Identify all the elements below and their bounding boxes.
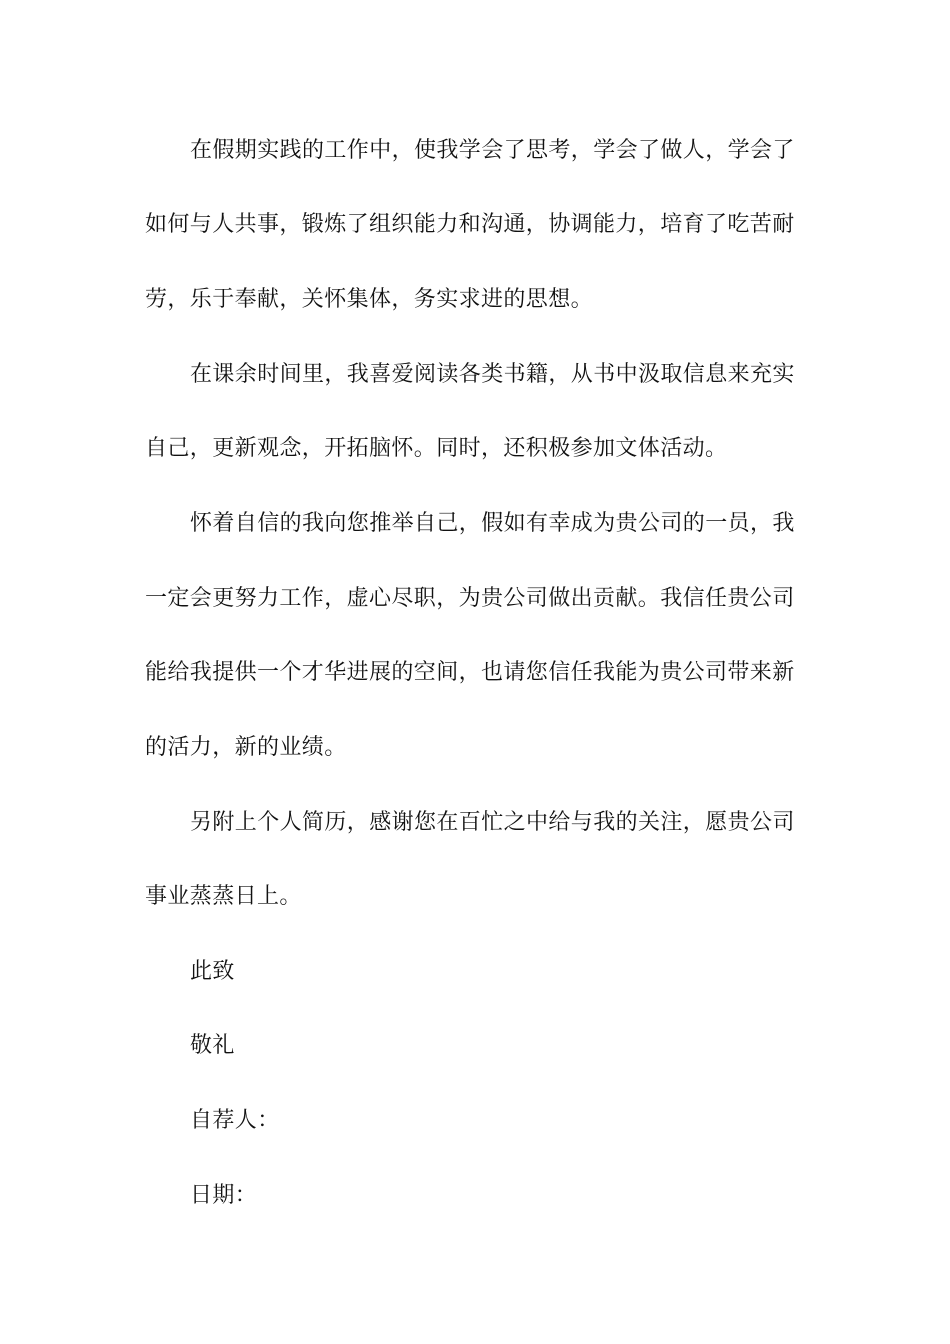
paragraph-1-line-2: 如何与人共事，锻炼了组织能力和沟通，协调能力，培育了吃苦耐 [145,212,795,237]
paragraph-4-line-2: 事业蒸蒸日上。 [145,884,302,909]
paragraph-3-line-3: 能给我提供一个才华进展的空间，也请您信任我能为贵公司带来新 [145,660,795,685]
closing-regards: 敬礼 [190,1033,235,1058]
date-label: 日期： [190,1183,258,1208]
paragraph-2-line-2: 自己，更新观念，开拓脑怀。同时，还积极参加文体活动。 [145,436,728,461]
paragraph-1-line-1: 在假期实践的工作中，使我学会了思考，学会了做人，学会了 [190,138,795,163]
paragraph-1-line-3: 劳，乐于奉献，关怀集体，务实求进的思想。 [145,287,594,312]
paragraph-3-line-1: 怀着自信的我向您推举自己，假如有幸成为贵公司的一员，我 [190,511,795,536]
paragraph-4-line-1: 另附上个人简历，感谢您在百忙之中给与我的关注，愿贵公司 [190,810,795,835]
signature-label: 自荐人： [190,1108,280,1133]
paragraph-3-line-4: 的活力，新的业绩。 [145,735,347,760]
closing-salutation: 此致 [190,959,235,984]
paragraph-2-line-1: 在课余时间里，我喜爱阅读各类书籍，从书中汲取信息来充实 [190,362,795,387]
paragraph-3-line-2: 一定会更努力工作，虚心尽职，为贵公司做出贡献。我信任贵公司 [145,586,795,611]
